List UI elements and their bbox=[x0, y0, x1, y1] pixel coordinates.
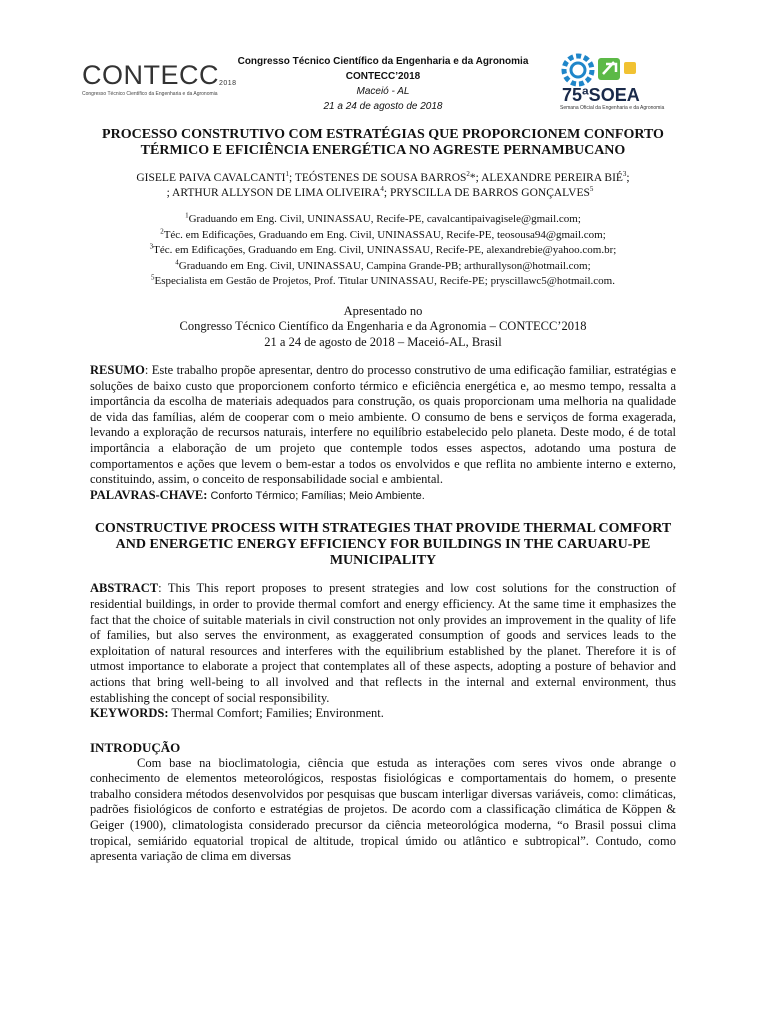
soea-logo-tagline: Semana Oficial da Engenharia e da Agronomia bbox=[560, 105, 665, 111]
palavras-chave bbox=[90, 488, 676, 505]
abstract-text: : This This report proposes to present strategies and low cost solutions for the construction of residential buildings, in order to provide thermal comfort and energy efficiency. At the same time it emphasizes the fact that the choice of suitable materials in civil construction not only provides an improvement in the quality of life of families, but also serves the environment, as exaggerated consumption of goods and services leads to the exploitation of natural resources and interferes with the equilibrium established by the planet. Therefore it is of utmost importance to elaborate a project that contemplates all of these aspects, adopting a posture of behavior and actions that bring well-being to all involved and that reflects in the internal and external environment, thus establishing the concept of social responsibility. bbox=[90, 581, 676, 705]
keywords bbox=[90, 706, 676, 722]
keywords-label: KEYWORDS: bbox=[90, 706, 169, 721]
resumo-paragraph bbox=[90, 363, 676, 488]
congress-city: Maceió - AL bbox=[356, 86, 410, 97]
affiliation-item bbox=[90, 228, 676, 244]
affil-text: Téc. em Edificações, Graduando em Eng. Civil, UNINASSAU, Recife-PE, alexandrebie@yahoo.com.br; bbox=[153, 244, 617, 256]
affil-text: Especialista em Gestão de Projetos, Prof. Titular UNINASSAU, Recife-PE; pryscillawc5@hotmail.com. bbox=[154, 275, 615, 287]
author-separator: ; bbox=[626, 172, 630, 184]
affiliation-item bbox=[90, 212, 676, 228]
affil-text: Graduando em Eng. Civil, UNINASSAU, Campina Grande-PB; arthurallyson@hotmail.com; bbox=[178, 259, 591, 272]
affil-number: 3 bbox=[149, 242, 154, 251]
affil-number: 4 bbox=[175, 257, 179, 266]
author-name: GISELE PAIVA CAVALCANTI bbox=[136, 172, 286, 184]
affil-mark: 5 bbox=[589, 185, 594, 194]
title-portuguese: PROCESSO CONSTRUTIVO COM ESTRATÉGIAS QUE PROPORCIONEM CONFORTO TÉRMICO E EFICIÊNCIA ENERGÉTICA NO AGRESTE PERNAMBUCANO bbox=[102, 127, 664, 158]
author-name: ; TEÓSTENES DE SOUSA BARROS bbox=[288, 172, 467, 184]
affiliation-item bbox=[90, 259, 676, 275]
affil-mark: 1 bbox=[285, 170, 289, 179]
congress-dates: 21 a 24 de agosto de 2018 bbox=[323, 101, 443, 112]
affil-mark: 4 bbox=[380, 185, 384, 194]
affil-number: 5 bbox=[151, 273, 155, 282]
corresponding-mark: * bbox=[469, 172, 476, 184]
paper-body bbox=[90, 127, 676, 865]
affiliation-list bbox=[90, 212, 676, 290]
presented-line: Apresentado no bbox=[343, 303, 423, 318]
abstract-paragraph bbox=[90, 581, 676, 706]
contecc-logo-tagline: Congresso Técnico Científico da Engenharia e da Agronomia bbox=[82, 91, 218, 97]
presented-line: 21 a 24 de agosto de 2018 – Maceió-AL, Brasil bbox=[264, 334, 502, 349]
affiliation-item bbox=[90, 243, 676, 259]
palavras-chave-text: Conforto Térmico; Famílias; Meio Ambiente. bbox=[207, 489, 425, 502]
affil-mark: 3 bbox=[622, 170, 627, 179]
page-header bbox=[0, 0, 768, 115]
congress-name: Congresso Técnico Científico da Engenharia e da Agronomia bbox=[237, 56, 529, 67]
intro-paragraph: Com base na bioclimatologia, ciência que estuda as interações com seres vivos onde abrange o conhecimento de elementos meteorológicos, respostas fisiológicas e comportamentais do homem, o presente trabalho considera métodos desenvolvidos por pesquisas que buscam interligar diversas variáveis, como: climáticas, padrões fisiológicos de conforto e estratégias de projetos. De acordo com a classificação climática de Köppen & Geiger (1900), climatologista considerado precursor da ciência meteorológica moderna, “o Brasil possui clima tropical, semiárido equatorial tropical de altitude, tropical úmido ou atlântico e subtropical”. Contudo, como apresenta variação de clima em diversas bbox=[90, 755, 676, 864]
soea-logo-text: 75ªSOEA bbox=[562, 85, 640, 105]
abstract-label: ABSTRACT bbox=[90, 581, 159, 596]
section-heading-introducao: INTRODUÇÃO bbox=[90, 739, 181, 755]
author-name: ; ARTHUR ALLYSON DE LIMA OLIVEIRA bbox=[166, 187, 381, 199]
resumo-text: : Este trabalho propõe apresentar, dentro do processo construtivo de uma edificação familiar, estratégias e soluções de baixo custo que proporcionem conforto térmico e eficiência energética e, ao mesmo tempo, ressalta a importância da escolha de materiais adequados para construção, os quais proporcionam uma melhoria na qualidade de vida das famílias, além de cooperar com o meio ambiente. O consumo de bens e serviços de forma exagerada, levando a exploração de recursos naturais, interfere no equilíbrio estabelecido pelo planeta. Deste modo, é de total importância a elaboração de um projeto que contemple todos esses aspectos, adotando uma postura de comportamentos e ações que levem o bem-estar a todos os envolvidos e que reflita no ambiente interno e externo, constituindo, assim, o conceito de responsabilidade social e ambiental. bbox=[90, 363, 676, 487]
keywords-text: Thermal Comfort; Families; Environment. bbox=[168, 706, 384, 721]
affil-number: 2 bbox=[160, 226, 164, 235]
congress-info bbox=[200, 54, 566, 114]
resumo-label: RESUMO bbox=[90, 363, 145, 377]
affiliation-item bbox=[90, 274, 676, 290]
contecc-logo-year: 2018 bbox=[219, 80, 237, 87]
affil-text: Téc. em Edificações, Graduando em Eng. Civil, UNINASSAU, Recife-PE, teosousa94@gmail.com; bbox=[163, 228, 606, 241]
contecc-logo-text: CONTECC bbox=[82, 60, 219, 90]
affil-number: 1 bbox=[185, 211, 189, 220]
palavras-chave-label: PALAVRAS-CHAVE: bbox=[90, 487, 208, 502]
author-name: ; ALEXANDRE PEREIRA BIÉ bbox=[475, 172, 623, 184]
affil-text: Graduando em Eng. Civil, UNINASSAU, Recife-PE, cavalcantipaivagisele@gmail.com; bbox=[188, 213, 581, 225]
soea-logo bbox=[556, 52, 691, 111]
congress-short: CONTECC’2018 bbox=[345, 71, 421, 82]
presentation-note bbox=[90, 304, 676, 351]
author-list bbox=[90, 171, 676, 201]
author-name: ; PRYSCILLA DE BARROS GONÇALVES bbox=[383, 187, 590, 199]
affil-mark: 2 bbox=[466, 170, 470, 179]
title-english: CONSTRUCTIVE PROCESS WITH STRATEGIES THAT PROVIDE THERMAL COMFORT AND ENERGETIC ENERGY EFFICIENCY FOR BUILDINGS IN THE CARUARU-PE MUNICIPALITY bbox=[94, 521, 672, 569]
presented-line: Congresso Técnico Científico da Engenharia e da Agronomia – CONTECC’2018 bbox=[179, 319, 587, 333]
